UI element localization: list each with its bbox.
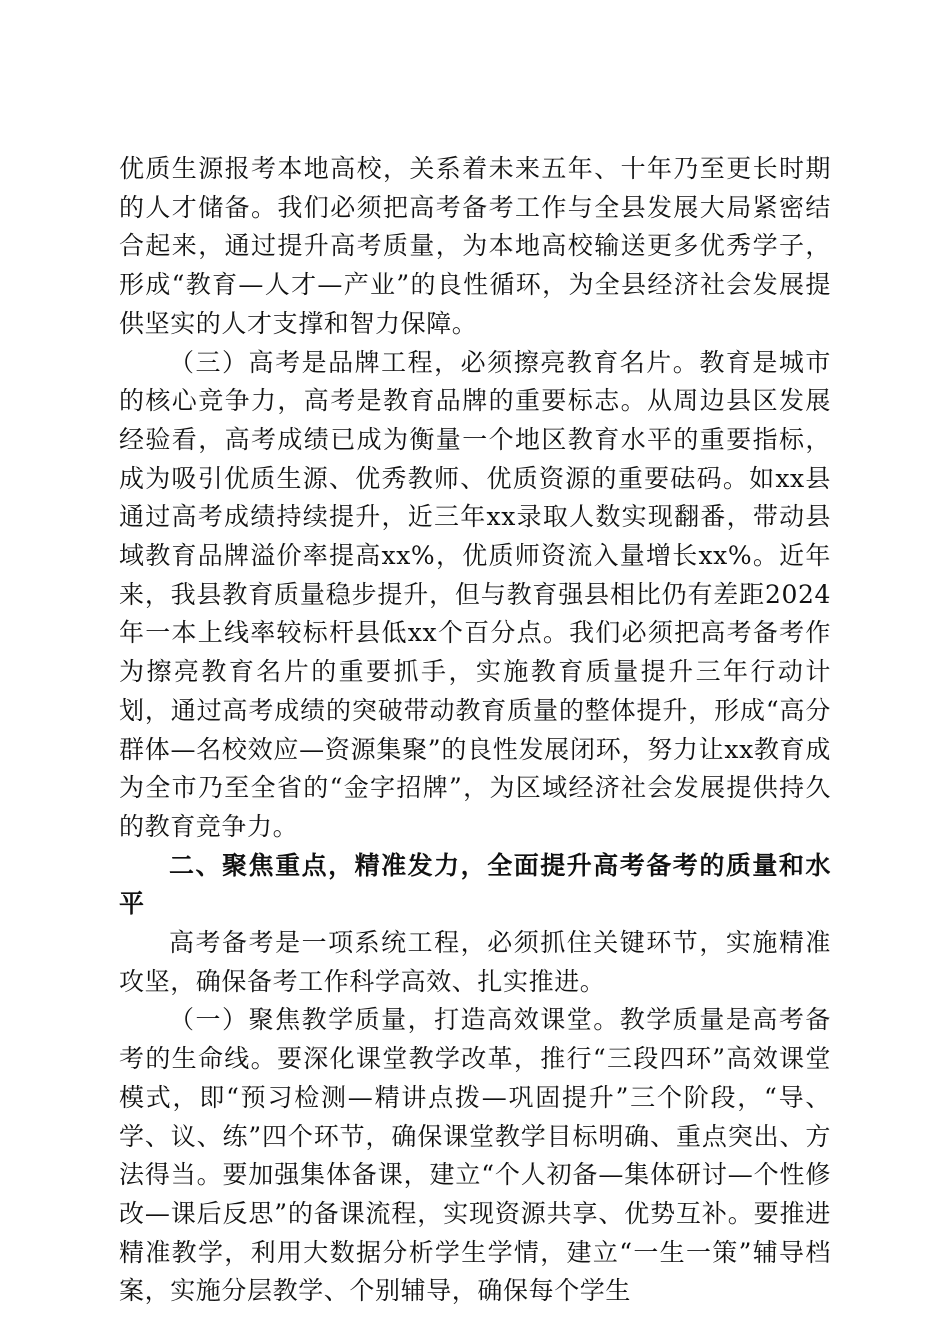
section-heading-two: 二、聚焦重点，精准发力，全面提升高考备考的质量和水平 xyxy=(119,850,831,919)
paragraph-continuation: 优质生源报考本地高校，关系着未来五年、十年乃至更长时期的人才储备。我们必须把高考备考工作与全县发展大局紧密结合起来，通过提升高考质量，为本地高校输送更多优秀学子，形成“教育—人才—产业”的良性循环，为全县经济社会发展提供坚实的人才支撑和智力保障。 xyxy=(119,154,831,338)
paragraph-subsection-one: （一）聚焦教学质量，打造高效课堂。教学质量是高考备考的生命线。要深化课堂教学改革，推行“三段四环”高效课堂模式，即“预习检测—精讲点拨—巩固提升”三个阶段，“导、学、议、练”四个环节，确保课堂教学目标明确、重点突出、方法得当。要加强集体备课，建立“个人初备—集体研讨—个性修改—课后反思”的备课流程，实现资源共享、优势互补。要推进精准教学，利用大数据分析学生学情，建立“一生一策”辅导档案，实施分层教学、个别辅导，确保每个学生 xyxy=(119,1005,831,1306)
paragraph-section-three: （三）高考是品牌工程，必须擦亮教育名片。教育是城市的核心竞争力，高考是教育品牌的重要标志。从周边县区发展经验看，高考成绩已成为衡量一个地区教育水平的重要指标，成为吸引优质生源、优秀教师、优质资源的重要砝码。如xx县通过高考成绩持续提升，近三年xx录取人数实现翻番，带动县域教育品牌溢价率提高xx%，优质师资流入量增长xx%。近年来，我县教育质量稳步提升，但与教育强县相比仍有差距2024年一本上线率较标杆县低xx个百分点。我们必须把高考备考作为擦亮教育名片的重要抓手，实施教育质量提升三年行动计划，通过高考成绩的突破带动教育质量的整体提升，形成“高分群体—名校效应—资源集聚”的良性发展闭环，努力让xx教育成为全市乃至全省的“金字招牌”，为区域经济社会发展提供持久的教育竞争力。 xyxy=(119,347,831,841)
paragraph-intro: 高考备考是一项系统工程，必须抓住关键环节，实施精准攻坚，确保备考工作科学高效、扎实推进。 xyxy=(119,928,831,996)
body-text xyxy=(119,150,831,1311)
